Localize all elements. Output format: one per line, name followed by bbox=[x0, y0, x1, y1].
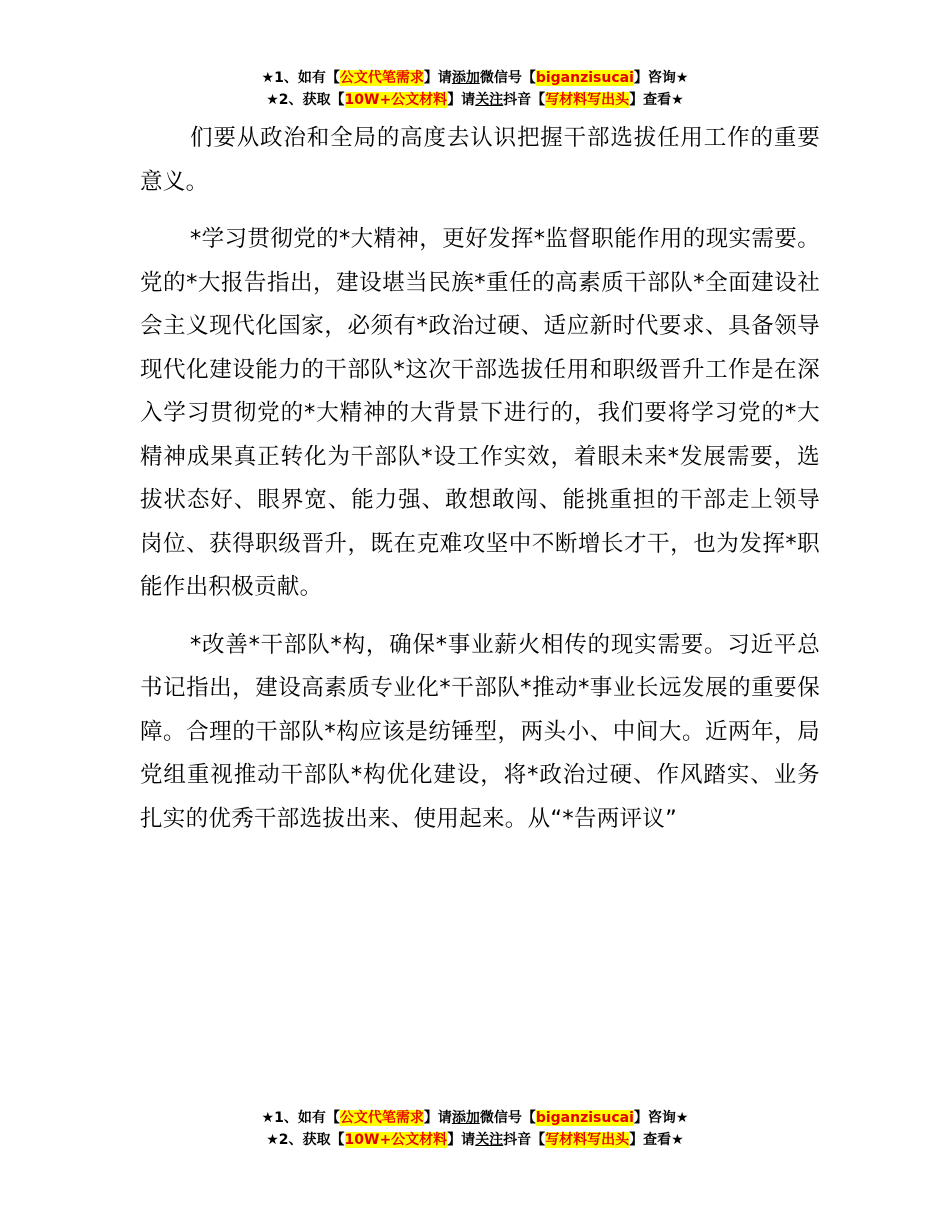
header-line-2-mid: 】请 bbox=[447, 92, 476, 108]
footer-line-1 bbox=[0, 1107, 950, 1129]
header-line-1-prefix: ★1、如有【 bbox=[261, 70, 340, 86]
header-line-1-highlight-wechat-id: biganzisucai bbox=[535, 70, 634, 86]
footer-line-2-prefix: ★2、获取【 bbox=[266, 1132, 345, 1148]
footer-line-1-prefix: ★1、如有【 bbox=[261, 1110, 340, 1126]
header-line-1 bbox=[0, 67, 950, 89]
footer-line-2-suffix: 】查看★ bbox=[629, 1132, 684, 1148]
header-banner bbox=[0, 67, 950, 111]
footer-line-2-mid: 】请 bbox=[447, 1132, 476, 1148]
footer-line-2-mid2: 抖音【 bbox=[503, 1132, 546, 1148]
footer-line-1-mid: 】请 bbox=[423, 1110, 452, 1126]
header-line-2-underline-follow: 关注 bbox=[475, 92, 504, 108]
paragraph-1: 们要从政治和全局的高度去认识把握干部选拔任用工作的重要意义。 bbox=[140, 125, 820, 195]
header-line-1-highlight-service: 公文代笔需求 bbox=[339, 70, 424, 86]
document-body bbox=[140, 117, 820, 855]
header-line-2 bbox=[0, 89, 950, 111]
header-line-1-mid: 】请 bbox=[423, 70, 452, 86]
paragraph-3: *改善*干部队*构，确保*事业薪火相传的现实需要。习近平总书记指出，建设高素质专业化*干部队*推动*事业长远发展的重要保障。合理的干部队*构应该是纺锤型，两头小、中间大。近两年，局党组重视推动干部队*构优化建设，将*政治过硬、作风踏实、业务扎实的优秀干部选拔出来、使用起来。从“*告两评议” bbox=[140, 631, 820, 832]
footer-line-2 bbox=[0, 1129, 950, 1151]
header-line-2-mid2: 抖音【 bbox=[503, 92, 546, 108]
footer-banner bbox=[0, 1107, 950, 1151]
footer-line-1-mid2: 微信号【 bbox=[479, 1110, 536, 1126]
footer-line-2-highlight-materials: 10W+公文材料 bbox=[344, 1132, 448, 1148]
header-line-2-suffix: 】查看★ bbox=[629, 92, 684, 108]
header-line-2-highlight-douyin-id: 写材料写出头 bbox=[545, 92, 630, 108]
header-line-2-prefix: ★2、获取【 bbox=[266, 92, 345, 108]
footer-line-1-highlight-service: 公文代笔需求 bbox=[339, 1110, 424, 1126]
header-line-1-suffix: 】咨询★ bbox=[633, 70, 689, 86]
footer-line-2-highlight-douyin-id: 写材料写出头 bbox=[545, 1132, 630, 1148]
footer-line-2-underline-follow: 关注 bbox=[475, 1132, 504, 1148]
footer-line-1-highlight-wechat-id: biganzisucai bbox=[535, 1110, 634, 1126]
footer-line-1-underline-add: 添加 bbox=[451, 1110, 480, 1126]
paragraph-2: *学习贯彻党的*大精神，更好发挥*监督职能作用的现实需要。党的*大报告指出，建设堪当民族*重任的高素质干部队*全面建设社会主义现代化国家，必须有*政治过硬、适应新时代要求、具备领导现代化建设能力的干部队*这次干部选拔任用和职级晋升工作是在深入学习贯彻党的*大精神的大背景下进行的，我们要将学习党的*大精神成果真正转化为干部队*设工作实效，着眼未来*发展需要，选拔状态好、眼界宽、能力强、敢想敢闯、能挑重担的干部走上领导岗位、获得职级晋升，既在克难攻坚中不断增长才干，也为发挥*职能作出积极贡献。 bbox=[140, 226, 820, 600]
header-line-2-highlight-materials: 10W+公文材料 bbox=[344, 92, 448, 108]
footer-line-1-suffix: 】咨询★ bbox=[633, 1110, 689, 1126]
header-line-1-mid2: 微信号【 bbox=[479, 70, 536, 86]
header-line-1-underline-add: 添加 bbox=[451, 70, 480, 86]
